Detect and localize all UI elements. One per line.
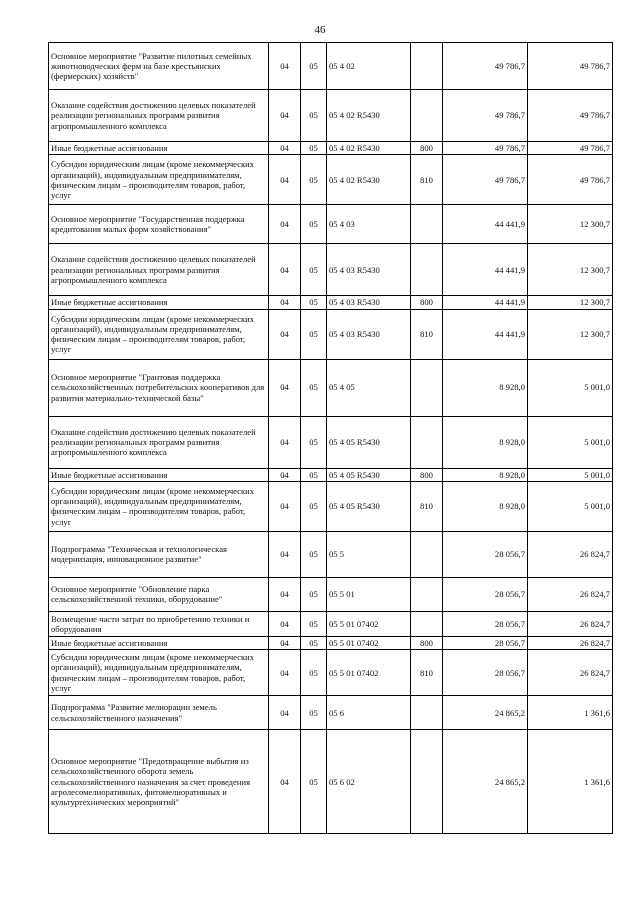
row-razdel: 04 xyxy=(269,90,301,142)
row-name: Субсидии юридическим лицам (кроме некоммерческих организаций), индивидуальным предпринимателям, физическим лицам – производителям товаров, работ, услуг xyxy=(49,481,269,531)
row-code: 05 4 02 xyxy=(327,43,411,90)
row-name: Основное мероприятие "Обновление парка сельскохозяйственной техники, оборудование" xyxy=(49,577,269,611)
row-name: Иные бюджетные ассигнования xyxy=(49,636,269,649)
row-value-2: 49 786,7 xyxy=(528,142,613,155)
table-row xyxy=(49,244,613,296)
table-row xyxy=(49,481,613,531)
row-expense-type xyxy=(411,43,443,90)
row-razdel: 04 xyxy=(269,205,301,244)
row-value-1: 28 056,7 xyxy=(443,650,528,696)
row-podrazdel: 05 xyxy=(301,142,327,155)
row-name: Субсидии юридическим лицам (кроме некоммерческих организаций), индивидуальным предпринимателям, физическим лицам – производителям товаров, работ, услуг xyxy=(49,155,269,205)
row-code: 05 4 03 R5430 xyxy=(327,309,411,359)
row-expense-type xyxy=(411,244,443,296)
row-razdel: 04 xyxy=(269,359,301,416)
row-razdel: 04 xyxy=(269,577,301,611)
row-name: Субсидии юридическим лицам (кроме некоммерческих организаций), индивидуальным предпринимателям, физическим лицам – производителям товаров, работ, услуг xyxy=(49,309,269,359)
row-value-2: 49 786,7 xyxy=(528,155,613,205)
row-razdel: 04 xyxy=(269,309,301,359)
table-row xyxy=(49,696,613,730)
row-podrazdel: 05 xyxy=(301,359,327,416)
row-podrazdel: 05 xyxy=(301,296,327,309)
row-value-2: 5 001,0 xyxy=(528,468,613,481)
row-value-2: 12 300,7 xyxy=(528,244,613,296)
row-code: 05 4 03 xyxy=(327,205,411,244)
row-podrazdel: 05 xyxy=(301,244,327,296)
row-name: Оказание содействия достижению целевых показателей реализации региональных программ развития агропромышленного комплекса xyxy=(49,244,269,296)
table-row xyxy=(49,155,613,205)
row-name: Основное мероприятие "Развитие пилотных семейных животноводческих ферм на базе крестьянских (фермерских) хозяйств" xyxy=(49,43,269,90)
table-row xyxy=(49,577,613,611)
row-value-2: 1 361,6 xyxy=(528,696,613,730)
row-value-2: 5 001,0 xyxy=(528,416,613,468)
row-expense-type xyxy=(411,611,443,636)
row-name: Основное мероприятие "Государственная поддержка кредитования малых форм хозяйствования" xyxy=(49,205,269,244)
row-razdel: 04 xyxy=(269,296,301,309)
budget-table xyxy=(48,42,613,834)
row-podrazdel: 05 xyxy=(301,155,327,205)
page-number: 46 xyxy=(314,24,326,36)
table-row xyxy=(49,142,613,155)
row-value-1: 8 928,0 xyxy=(443,468,528,481)
table-row xyxy=(49,611,613,636)
row-name: Оказание содействия достижению целевых показателей реализации региональных программ развития агропромышленного комплекса xyxy=(49,416,269,468)
row-value-2: 49 786,7 xyxy=(528,43,613,90)
row-expense-type: 810 xyxy=(411,481,443,531)
row-podrazdel: 05 xyxy=(301,416,327,468)
row-value-2: 26 824,7 xyxy=(528,650,613,696)
row-value-1: 8 928,0 xyxy=(443,416,528,468)
table-row xyxy=(49,416,613,468)
row-podrazdel: 05 xyxy=(301,43,327,90)
row-name: Основное мероприятие "Грантовая поддержка сельскохозяйственных потребительских кооперативов для развития материально-технической базы" xyxy=(49,359,269,416)
row-podrazdel: 05 xyxy=(301,577,327,611)
row-razdel: 04 xyxy=(269,650,301,696)
row-name: Иные бюджетные ассигнования xyxy=(49,142,269,155)
row-name: Основное мероприятие "Предотвращение выбытия из сельскохозяйственного оборота земель сельскохозяйственного назначения за счет проведения агролесомелиоративных, фитомелиоративных и культуртехнических мероприятий" xyxy=(49,730,269,834)
table-row xyxy=(49,296,613,309)
row-podrazdel: 05 xyxy=(301,650,327,696)
row-podrazdel: 05 xyxy=(301,696,327,730)
row-value-1: 28 056,7 xyxy=(443,577,528,611)
row-value-2: 5 001,0 xyxy=(528,481,613,531)
row-value-2: 26 824,7 xyxy=(528,636,613,649)
row-razdel: 04 xyxy=(269,468,301,481)
table-row xyxy=(49,43,613,90)
row-razdel: 04 xyxy=(269,142,301,155)
row-code: 05 5 xyxy=(327,531,411,577)
row-code: 05 5 01 07402 xyxy=(327,650,411,696)
row-podrazdel: 05 xyxy=(301,636,327,649)
row-value-1: 49 786,7 xyxy=(443,142,528,155)
row-value-2: 26 824,7 xyxy=(528,577,613,611)
row-razdel: 04 xyxy=(269,531,301,577)
table-row xyxy=(49,730,613,834)
row-name: Иные бюджетные ассигнования xyxy=(49,296,269,309)
row-value-1: 44 441,9 xyxy=(443,296,528,309)
row-razdel: 04 xyxy=(269,155,301,205)
row-name: Оказание содействия достижению целевых показателей реализации региональных программ развития агропромышленного комплекса xyxy=(49,90,269,142)
row-razdel: 04 xyxy=(269,481,301,531)
row-razdel: 04 xyxy=(269,43,301,90)
row-value-1: 28 056,7 xyxy=(443,531,528,577)
row-expense-type xyxy=(411,577,443,611)
row-value-1: 24 865,2 xyxy=(443,696,528,730)
row-expense-type xyxy=(411,205,443,244)
row-podrazdel: 05 xyxy=(301,468,327,481)
row-podrazdel: 05 xyxy=(301,205,327,244)
row-expense-type xyxy=(411,90,443,142)
row-value-1: 49 786,7 xyxy=(443,155,528,205)
row-name: Возмещение части затрат по приобретению техники и оборудования xyxy=(49,611,269,636)
row-value-1: 8 928,0 xyxy=(443,481,528,531)
row-podrazdel: 05 xyxy=(301,90,327,142)
row-code: 05 4 05 xyxy=(327,359,411,416)
row-expense-type xyxy=(411,730,443,834)
table-row xyxy=(49,636,613,649)
row-value-2: 12 300,7 xyxy=(528,205,613,244)
row-code: 05 4 05 R5430 xyxy=(327,481,411,531)
row-value-2: 49 786,7 xyxy=(528,90,613,142)
row-value-1: 49 786,7 xyxy=(443,90,528,142)
row-value-1: 24 865,2 xyxy=(443,730,528,834)
row-expense-type: 800 xyxy=(411,296,443,309)
row-expense-type: 800 xyxy=(411,636,443,649)
row-razdel: 04 xyxy=(269,244,301,296)
row-name: Субсидии юридическим лицам (кроме некоммерческих организаций), индивидуальным предпринимателям, физическим лицам – производителям товаров, работ, услуг xyxy=(49,650,269,696)
table-row xyxy=(49,90,613,142)
table-row xyxy=(49,468,613,481)
row-code: 05 4 02 R5430 xyxy=(327,142,411,155)
row-podrazdel: 05 xyxy=(301,730,327,834)
row-code: 05 5 01 07402 xyxy=(327,636,411,649)
table-row xyxy=(49,309,613,359)
row-razdel: 04 xyxy=(269,611,301,636)
row-name: Иные бюджетные ассигнования xyxy=(49,468,269,481)
row-code: 05 4 03 R5430 xyxy=(327,296,411,309)
row-expense-type xyxy=(411,531,443,577)
row-code: 05 4 02 R5430 xyxy=(327,155,411,205)
row-code: 05 5 01 xyxy=(327,577,411,611)
row-value-2: 12 300,7 xyxy=(528,296,613,309)
row-code: 05 5 01 07402 xyxy=(327,611,411,636)
row-expense-type: 800 xyxy=(411,468,443,481)
row-code: 05 6 02 xyxy=(327,730,411,834)
row-value-1: 28 056,7 xyxy=(443,636,528,649)
row-expense-type xyxy=(411,359,443,416)
row-value-1: 28 056,7 xyxy=(443,611,528,636)
row-code: 05 4 05 R5430 xyxy=(327,416,411,468)
row-value-1: 44 441,9 xyxy=(443,205,528,244)
row-podrazdel: 05 xyxy=(301,309,327,359)
row-razdel: 04 xyxy=(269,416,301,468)
table-row xyxy=(49,650,613,696)
row-value-1: 49 786,7 xyxy=(443,43,528,90)
row-expense-type: 810 xyxy=(411,309,443,359)
row-name: Подпрограмма "Развитие мелиорации земель сельскохозяйственного назначения" xyxy=(49,696,269,730)
row-expense-type: 810 xyxy=(411,155,443,205)
row-expense-type xyxy=(411,416,443,468)
row-expense-type: 810 xyxy=(411,650,443,696)
row-podrazdel: 05 xyxy=(301,531,327,577)
row-code: 05 4 03 R5430 xyxy=(327,244,411,296)
row-code: 05 4 05 R5430 xyxy=(327,468,411,481)
row-podrazdel: 05 xyxy=(301,611,327,636)
row-value-2: 5 001,0 xyxy=(528,359,613,416)
row-name: Подпрограмма "Техническая и технологическая модернизация, инновационное развитие" xyxy=(49,531,269,577)
table-row xyxy=(49,359,613,416)
row-value-2: 26 824,7 xyxy=(528,611,613,636)
table-row xyxy=(49,205,613,244)
row-expense-type: 800 xyxy=(411,142,443,155)
row-razdel: 04 xyxy=(269,696,301,730)
row-razdel: 04 xyxy=(269,636,301,649)
row-value-1: 8 928,0 xyxy=(443,359,528,416)
row-expense-type xyxy=(411,696,443,730)
row-code: 05 4 02 R5430 xyxy=(327,90,411,142)
row-value-2: 1 361,6 xyxy=(528,730,613,834)
row-value-1: 44 441,9 xyxy=(443,309,528,359)
row-code: 05 6 xyxy=(327,696,411,730)
table-row xyxy=(49,531,613,577)
row-podrazdel: 05 xyxy=(301,481,327,531)
row-value-2: 26 824,7 xyxy=(528,531,613,577)
row-value-2: 12 300,7 xyxy=(528,309,613,359)
row-razdel: 04 xyxy=(269,730,301,834)
row-value-1: 44 441,9 xyxy=(443,244,528,296)
